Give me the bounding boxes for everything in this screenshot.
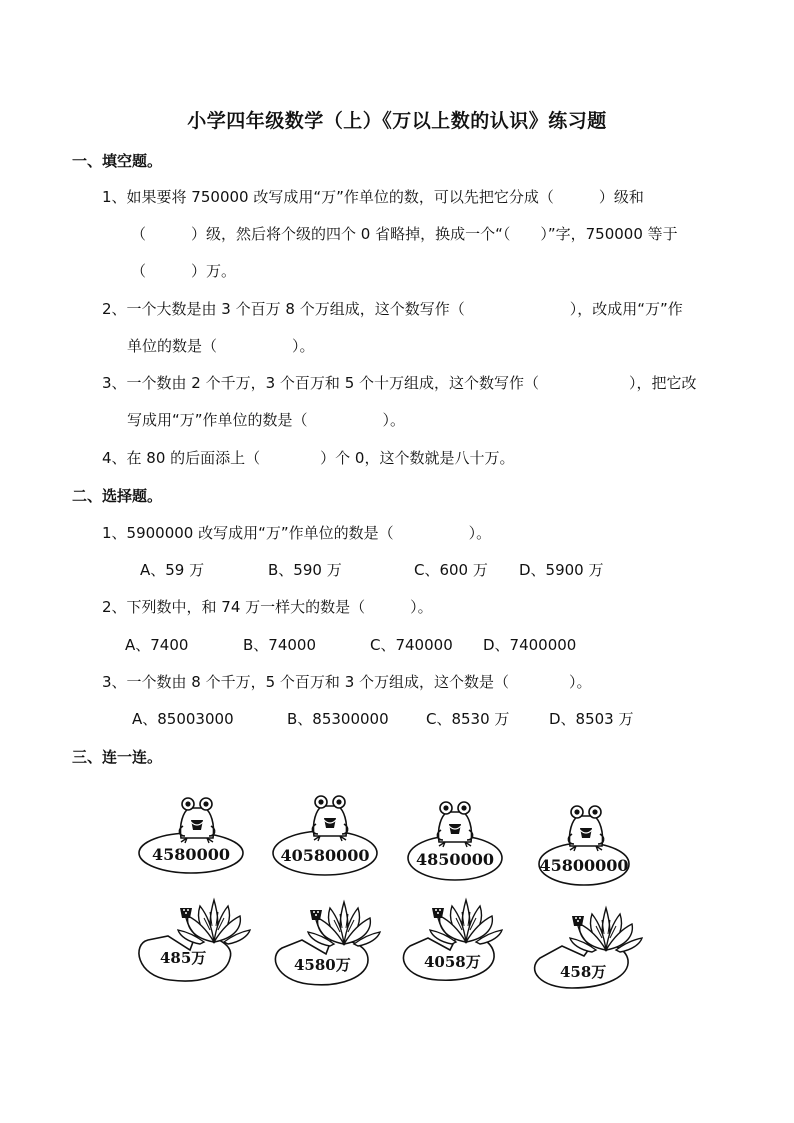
q2-3-option-d: D、8503 万 <box>549 710 634 728</box>
q2-1-option-a: A、59 万 <box>140 561 205 579</box>
lily-label-4: 458万 <box>560 963 607 981</box>
q2-3-option-c: C、8530 万 <box>426 710 510 728</box>
q2-2-option-b: B、74000 <box>243 636 317 654</box>
q2-1-option-b: B、590 万 <box>268 561 342 579</box>
lily-label-3: 4058万 <box>424 953 481 971</box>
frog-label-4: 45800000 <box>539 856 629 875</box>
q1-2-line-1: 2、一个大数是由 3 个百万 8 个万组成，这个数写作（ ），改成用“万”作 <box>102 300 683 318</box>
q2-3-stem: 3、一个数由 8 个千万，5 个百万和 3 个万组成，这个数是（ ）。 <box>102 673 592 691</box>
q2-1-option-d: D、5900 万 <box>519 561 604 579</box>
section-fill-blank-heading: 一、填空题。 <box>72 152 163 170</box>
q2-1-option-c: C、600 万 <box>414 561 488 579</box>
lily-label-1: 485万 <box>160 949 207 967</box>
section-matching-heading: 三、连一连。 <box>72 748 163 766</box>
q1-1-line-2: （ ）级，然后将个级的四个 0 省略掉，换成一个“（ ）”字，750000 等于 <box>131 225 678 243</box>
q2-3-option-a: A、85003000 <box>132 710 234 728</box>
page-title: 小学四年级数学（上）《万以上数的认识》练习题 <box>187 110 607 132</box>
lily-card-1 <box>139 900 250 981</box>
q2-2-stem: 2、下列数中，和 74 万一样大的数是（ ）。 <box>102 598 433 616</box>
q1-3-line-1: 3、一个数由 2 个千万，3 个百万和 5 个十万组成，这个数写作（ ），把它改 <box>102 374 697 392</box>
q2-3-option-b: B、85300000 <box>287 710 389 728</box>
lily-label-2: 4580万 <box>294 956 351 974</box>
q2-1-stem: 1、5900000 改写成用“万”作单位的数是（ ）。 <box>102 524 492 542</box>
frog-label-2: 40580000 <box>280 846 370 865</box>
q1-1-line-1: 1、如果要将 750000 改写成用“万”作单位的数，可以先把它分成（ ）级和 <box>102 188 644 206</box>
q2-2-option-c: C、740000 <box>370 636 453 654</box>
q2-2-option-d: D、7400000 <box>483 636 577 654</box>
q1-4-line-1: 4、在 80 的后面添上（ ）个 0，这个数就是八十万。 <box>102 449 515 467</box>
matching-illustration <box>0 780 794 1010</box>
q2-2-option-a: A、7400 <box>125 636 189 654</box>
q1-1-line-3: （ ）万。 <box>131 262 237 280</box>
frog-label-3: 4850000 <box>416 850 494 869</box>
section-choice-heading: 二、选择题。 <box>72 487 163 505</box>
q1-2-line-2: 单位的数是（ ）。 <box>127 337 315 355</box>
q1-3-line-2: 写成用“万”作单位的数是（ ）。 <box>127 411 406 429</box>
frog-label-1: 4580000 <box>152 845 230 864</box>
